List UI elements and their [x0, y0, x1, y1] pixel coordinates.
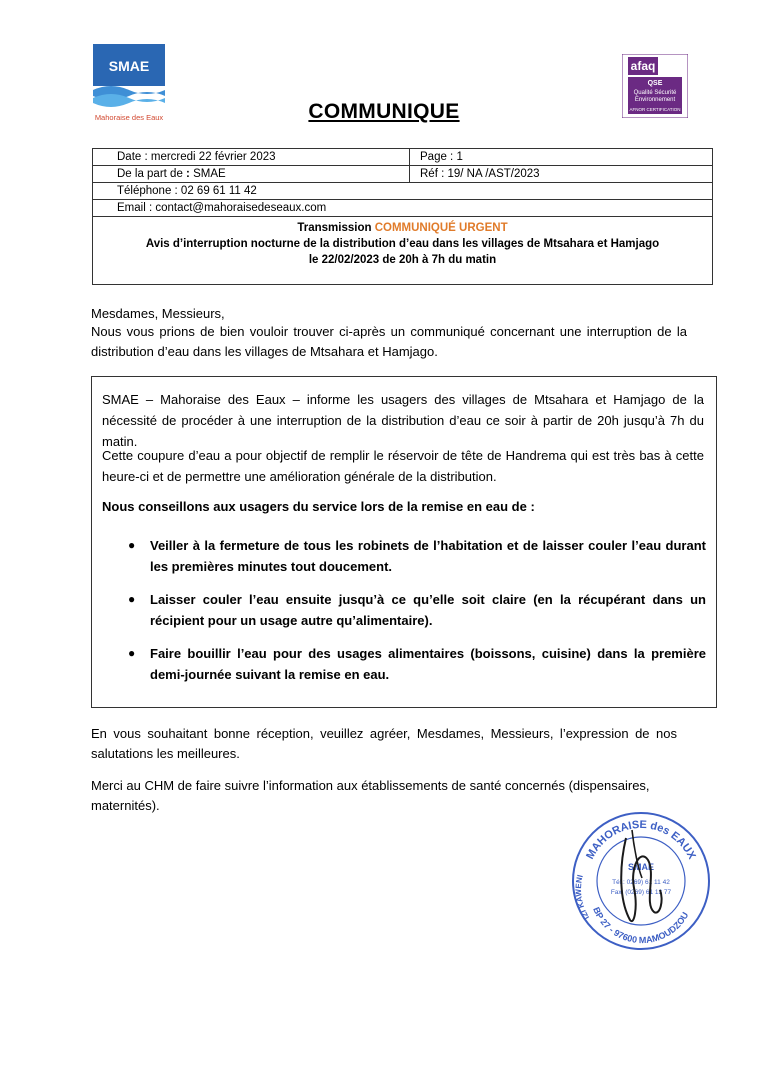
stamp-fax: Fax: (0269) 61 13 77 — [610, 889, 672, 896]
notice-paragraph-1: SMAE – Mahoraise des Eaux – informe les usagers des villages de Mtsahara et Hamjago de la nécessité de procéder à une interruption de la distribution d’eau ce soir à partir de 20h jusqu’à 7h du matin. — [102, 392, 704, 449]
transmission-label: Transmission — [297, 222, 375, 234]
stamp-center-title: SMAE — [627, 862, 655, 872]
from-label: De la part de — [117, 168, 187, 180]
date-cell: Date : mercredi 22 février 2023 — [93, 149, 410, 166]
advice-bullet — [128, 643, 706, 685]
page-cell: Page : 1 — [410, 149, 713, 166]
urgent-badge: COMMUNIQUÉ URGENT — [374, 222, 508, 234]
stamp-ring-top: MAHORAISE des EAUX — [584, 818, 698, 862]
chm-note: Merci au CHM de faire suivre l’information aux établissements de santé concernés (dispensaires, maternités). — [91, 778, 650, 813]
bullet-dot-icon: ● — [128, 646, 136, 660]
subject-line-1: Avis d’interruption nocturne de la distribution d’eau dans les villages de Mtsahara et Hamjago — [145, 238, 660, 250]
notice-box — [91, 376, 717, 708]
advice-heading: Nous conseillons aux usagers du service lors de la remise en eau de : — [102, 499, 535, 514]
bullet-dot-icon: ● — [128, 592, 136, 606]
advice-bullet-text: Laisser couler l’eau ensuite jusqu’à ce qu’elle soit claire (en la récupérant dans un récipient pour un usage autre qu’alimentaire). — [150, 592, 706, 628]
header-info-table — [92, 148, 713, 285]
subject-line-2: le 22/02/2023 de 20h à 7h du matin — [308, 254, 497, 266]
smae-logo-text: SMAE — [108, 58, 150, 74]
stamp-ring-left: IZI KAWENI — [573, 873, 592, 922]
stamp-ring-bottom: BP 27 - 97600 MAMOUDZOU — [591, 905, 691, 946]
afaq-qse: QSE — [647, 80, 663, 87]
advice-bullet-text: Veiller à la fermeture de tous les robinets de l’habitation et de laisser couler l’eau durant les premières minutes tout doucement. — [150, 538, 706, 574]
official-stamp — [568, 808, 714, 954]
afaq-line3: Environnement — [634, 97, 676, 103]
phone-cell: Téléphone : 02 69 61 11 42 — [93, 183, 713, 200]
intro-paragraph: Nous vous prions de bien vouloir trouver ci-après un communiqué concernant une interruption de la distribution d’eau dans les villages de Mtsahara et Hamjago. — [91, 324, 687, 359]
advice-bullet — [128, 589, 706, 631]
advice-bullet — [128, 535, 706, 577]
afaq-line2: Qualité Sécurité — [633, 90, 677, 96]
ref-cell: Réf : 19/ NA /AST/2023 — [410, 166, 713, 183]
stamp-tel: Tél.: 0269) 61 11 42 — [612, 879, 670, 886]
advice-bullet-text: Faire bouillir l’eau pour des usages alimentaires (boissons, cuisine) dans la première demi-journée suivant la remise en eau. — [150, 646, 706, 682]
page-title: COMMUNIQUE — [308, 100, 460, 123]
bullet-dot-icon: ● — [128, 538, 136, 552]
from-colon: : — [186, 168, 194, 180]
afaq-line4: AFNOR CERTIFICATION — [629, 107, 681, 112]
subject-cell — [93, 217, 713, 285]
closing-paragraph: En vous souhaitant bonne réception, veuillez agréer, Mesdames, Messieurs, l’expression de nos salutations les meilleures. — [91, 726, 677, 761]
greeting: Mesdames, Messieurs, — [91, 306, 225, 321]
smae-logo-caption: Mahoraise des Eaux — [94, 113, 164, 122]
afaq-brand: afaq — [630, 59, 656, 73]
email-cell: Email : contact@mahoraisedeseaux.com — [93, 200, 713, 217]
notice-paragraph-2: Cette coupure d’eau a pour objectif de remplir le réservoir de tête de Handrema qui est très bas à cette heure-ci et de permettre une amélioration générale de la distribution. — [102, 448, 704, 484]
from-value: SMAE — [193, 168, 226, 180]
from-cell — [93, 166, 410, 183]
